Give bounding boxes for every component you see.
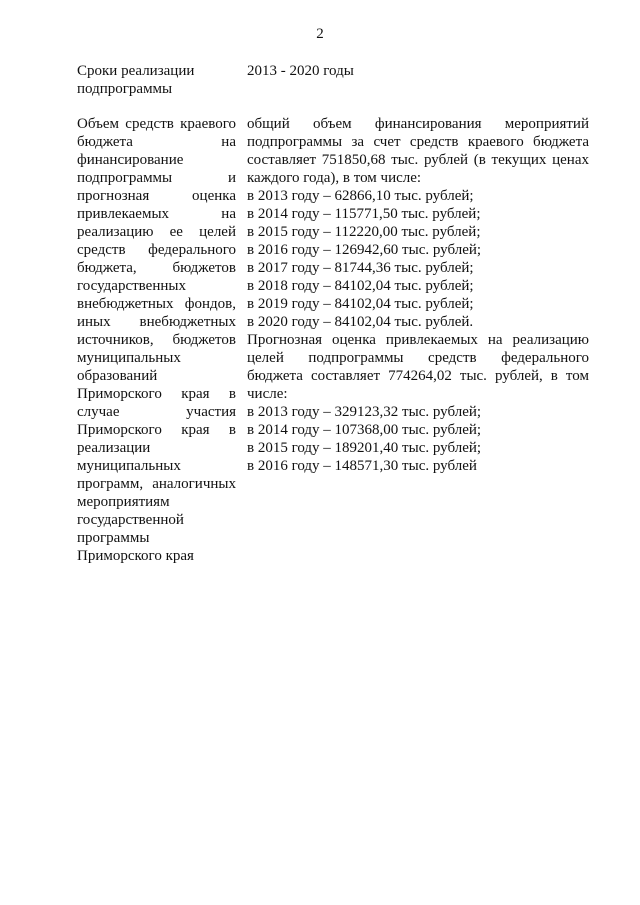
value-line: бюджета составляет 774264,02 тыс. рублей, в том bbox=[247, 368, 589, 384]
value-line: общий объем финансирования мероприятий bbox=[247, 116, 589, 132]
label-line: подпрограммы bbox=[77, 81, 173, 97]
value-line: в 2018 году – 84102,04 тыс. рублей; bbox=[247, 278, 474, 294]
label-line: программы bbox=[77, 530, 150, 546]
row-value bbox=[247, 62, 589, 80]
label-line: муниципальных bbox=[77, 458, 181, 474]
label-line: источников, бюджетов bbox=[77, 332, 236, 348]
value-line: в 2014 году – 107368,00 тыс. рублей; bbox=[247, 422, 482, 438]
value-line: составляет 751850,68 тыс. рублей (в текущих ценах bbox=[247, 152, 589, 168]
value-line: в 2015 году – 189201,40 тыс. рублей; bbox=[247, 440, 482, 456]
label-line: бюджета, бюджетов bbox=[77, 260, 236, 276]
value-line: целей подпрограммы средств федерального bbox=[247, 350, 589, 366]
label-line: Приморского края bbox=[77, 548, 194, 564]
value-line: каждого года), в том числе: bbox=[247, 170, 422, 186]
value-line: в 2019 году – 84102,04 тыс. рублей; bbox=[247, 296, 474, 312]
label-line: образований bbox=[77, 368, 158, 384]
label-line: Приморского края в bbox=[77, 422, 236, 438]
value-line: в 2016 году – 126942,60 тыс. рублей; bbox=[247, 242, 482, 258]
label-line: программ, аналогичных bbox=[77, 476, 236, 492]
label-line: внебюджетных фондов, bbox=[77, 296, 236, 312]
label-line: мероприятиям bbox=[77, 494, 170, 510]
label-line: средств федерального bbox=[77, 242, 236, 258]
value-line: в 2013 году – 62866,10 тыс. рублей; bbox=[247, 188, 474, 204]
value-line: в 2015 году – 112220,00 тыс. рублей; bbox=[247, 224, 481, 240]
label-line: муниципальных bbox=[77, 350, 181, 366]
label-line: Объем средств краевого bbox=[77, 116, 236, 132]
label-line: государственной bbox=[77, 512, 184, 528]
label-line: Приморского края в bbox=[77, 386, 236, 402]
page-number: 2 bbox=[316, 26, 324, 42]
label-line: иных внебюджетных bbox=[77, 314, 236, 330]
label-line: финансирование bbox=[77, 152, 184, 168]
label-line: бюджета на bbox=[77, 134, 236, 150]
value-line: подпрограммы за счет средств краевого бюджета bbox=[247, 134, 589, 150]
value-line: в 2020 году – 84102,04 тыс. рублей. bbox=[247, 314, 474, 330]
row-label bbox=[77, 115, 236, 565]
label-line: Сроки реализации bbox=[77, 63, 195, 79]
value-line: в 2016 году – 148571,30 тыс. рублей bbox=[247, 458, 477, 474]
value-line: 2013 - 2020 годы bbox=[247, 63, 354, 79]
label-line: прогнозная оценка bbox=[77, 188, 236, 204]
row-value bbox=[247, 115, 589, 475]
label-line: случае участия bbox=[77, 404, 236, 420]
value-line: в 2013 году – 329123,32 тыс. рублей; bbox=[247, 404, 482, 420]
label-line: привлекаемых на bbox=[77, 206, 236, 222]
label-line: государственных bbox=[77, 278, 186, 294]
value-line: Прогнозная оценка привлекаемых на реализацию bbox=[247, 332, 589, 348]
value-line: в 2014 году – 115771,50 тыс. рублей; bbox=[247, 206, 481, 222]
label-line: реализацию ее целей bbox=[77, 224, 236, 240]
label-line: подпрограммы и bbox=[77, 170, 236, 186]
value-line: числе: bbox=[247, 386, 288, 402]
row-label bbox=[77, 62, 236, 98]
label-line: реализации bbox=[77, 440, 151, 456]
value-line: в 2017 году – 81744,36 тыс. рублей; bbox=[247, 260, 474, 276]
